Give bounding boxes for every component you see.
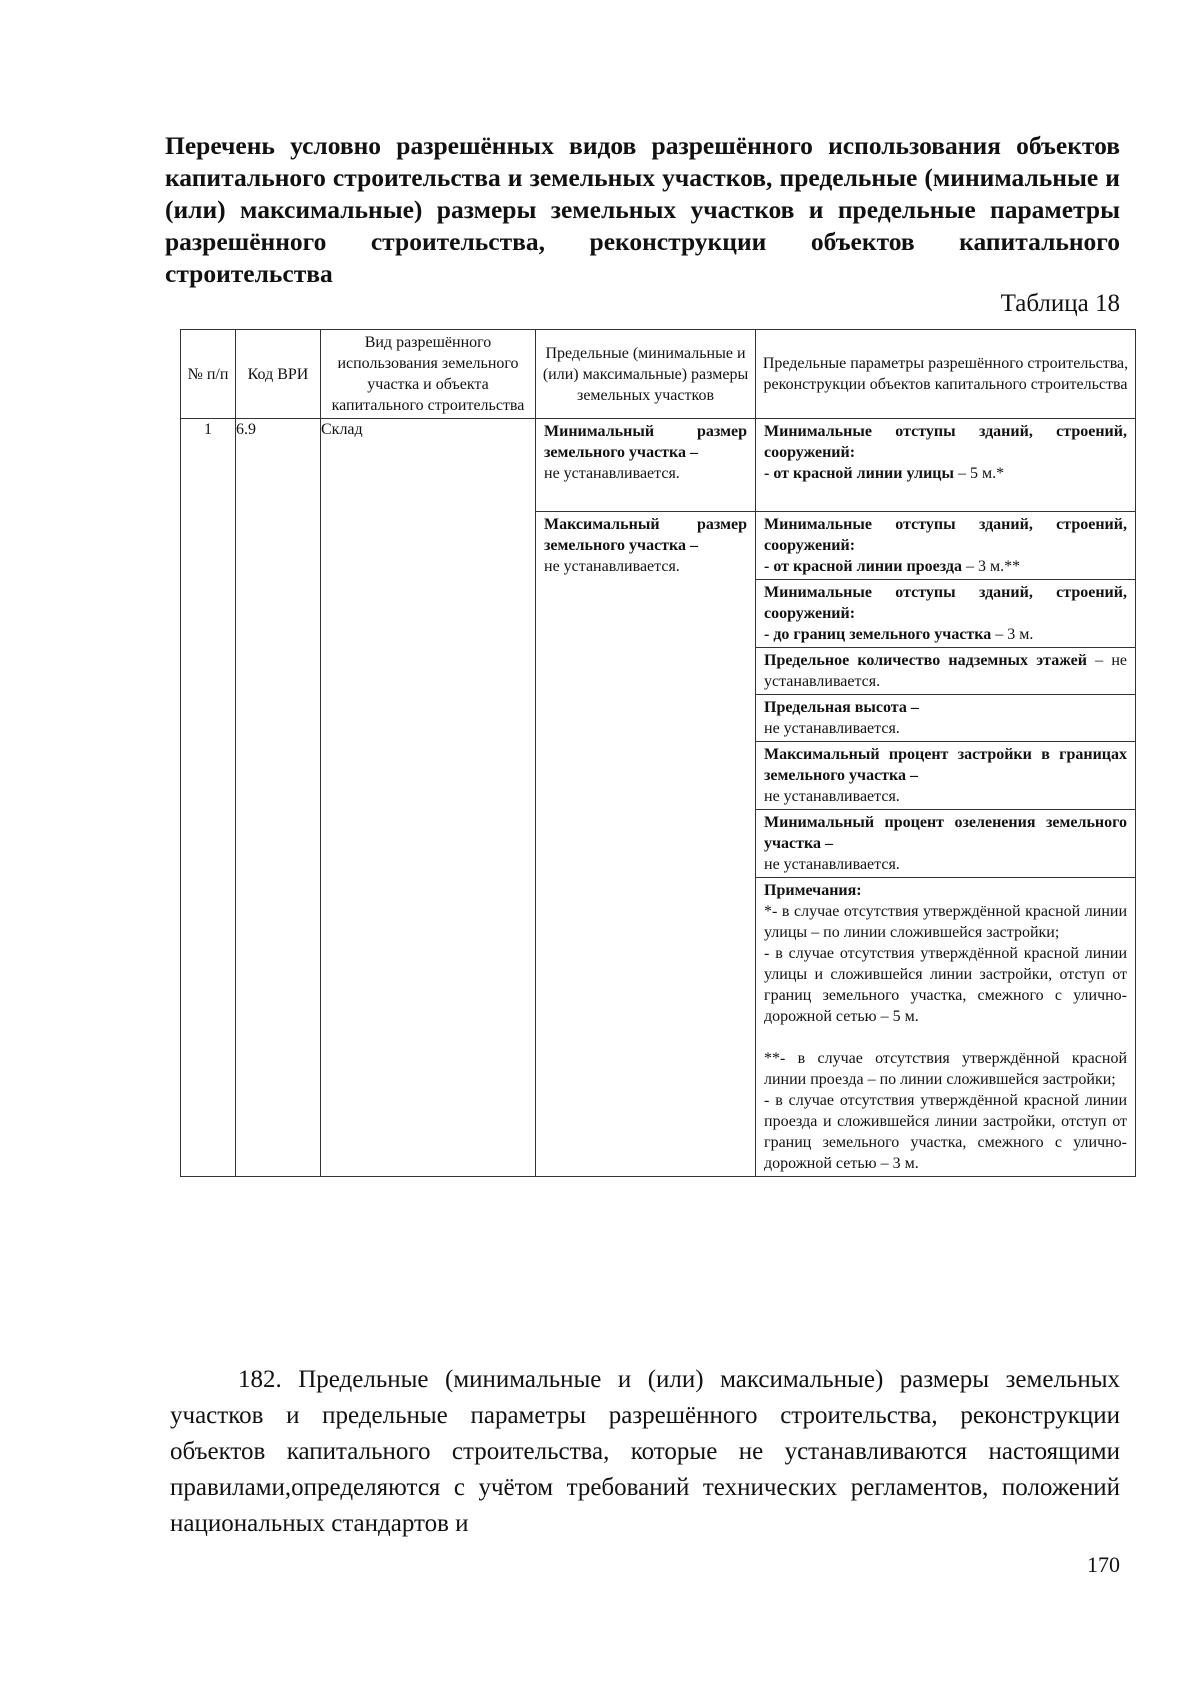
header-use-type: Вид разрешённого использования земельного участка и объекта капитального строительства — [321, 330, 536, 419]
param-value: не устанавливается. — [764, 720, 900, 737]
header-code: Код ВРИ — [236, 330, 321, 419]
param-block — [756, 648, 1135, 695]
construction-params-cell — [756, 419, 1136, 1177]
param-value: не устанавливается. — [764, 788, 900, 805]
max-size-label: Максимальный размер земельного участка – — [544, 516, 747, 554]
param-line: - от красной линии проезда — [764, 558, 962, 575]
table-caption: Таблица 18 — [1000, 290, 1120, 317]
note-item: *- в случае отсутствия утверждённой красной линии улицы – по линии сложившейся застройки; — [764, 903, 1127, 941]
table-header-row — [181, 330, 1136, 419]
param-line: - до границ земельного участка — [764, 626, 992, 643]
max-size-block — [536, 512, 755, 580]
param-label: Минимальные отступы зданий, строений, сооружений: — [764, 516, 1127, 554]
param-label: Предельная высота – — [764, 699, 919, 716]
param-value: – 3 м.** — [961, 558, 1021, 575]
notes-block — [756, 878, 1135, 1177]
param-value: – 3 м. — [991, 626, 1034, 643]
page-number: 170 — [1087, 1552, 1120, 1577]
param-label: Минимальные отступы зданий, строений, сооружений: — [764, 584, 1127, 622]
document-title: Перечень условно разрешённых видов разрешённого использования объектов капитального строительства и земельных участков, предельные (минимальные и (или) максимальные) размеры земельных участков и предельные параметры разрешённого строительства, реконструкции объектов капитального строительства — [165, 131, 1120, 288]
land-sizes-cell — [536, 419, 756, 1177]
param-label: Максимальный процент застройки в границах земельного участка – — [764, 746, 1127, 784]
note-item: - в случае отсутствия утверждённой красной линии проезда и сложившейся линии застройки, отступ от границ земельного участка, смежного с улично-дорожной сетью – 3 м. — [764, 1092, 1127, 1172]
regulations-table — [180, 329, 1136, 1177]
header-construction-params: Предельные параметры разрешённого строительства, реконструкции объектов капитального строительства — [756, 330, 1136, 419]
row-use-type: Склад — [321, 419, 536, 1177]
min-size-label: Минимальный размер земельного участка – — [544, 423, 747, 461]
body-paragraph: 182. Предельные (минимальные и (или) максимальные) размеры земельных участков и предельные параметры разрешённого строительства, реконструкции объектов капитального строительства, которые не устанавливаются настоящими правилами,определяются с учётом требований технических регламентов, положений национальных стандартов и — [170, 1366, 1120, 1537]
param-label: Минимальные отступы зданий, строений, сооружений: — [764, 423, 1127, 461]
row-code: 6.9 — [236, 419, 321, 1177]
param-block — [756, 695, 1135, 742]
header-land-sizes: Предельные (минимальные и (или) максимальные) размеры земельных участков — [536, 330, 756, 419]
param-block — [756, 419, 1135, 512]
param-block — [756, 742, 1135, 810]
min-size-block — [536, 419, 755, 512]
param-line: - от красной линии улицы — [764, 465, 954, 482]
note-item: - в случае отсутствия утверждённой красной линии улицы и сложившейся линии застройки, отступ от границ земельного участка, смежного с улично-дорожной сетью – 5 м. — [764, 945, 1127, 1025]
param-label: Минимальный процент озеленения земельного участка – — [764, 814, 1127, 852]
param-block — [756, 512, 1135, 580]
min-size-value: не устанавливается. — [544, 465, 680, 482]
param-block — [756, 580, 1135, 648]
param-value: – не устанавливается. — [764, 652, 1127, 690]
param-value: – 5 м.* — [954, 465, 1005, 482]
header-number: № п/п — [181, 330, 236, 419]
table-row — [181, 419, 1136, 1177]
param-value: не устанавливается. — [764, 856, 900, 873]
max-size-value: не устанавливается. — [544, 558, 680, 575]
notes-heading: Примечания: — [764, 882, 862, 899]
notes-gap — [764, 1027, 1127, 1048]
param-label: Предельное количество надземных этажей — [764, 652, 1087, 669]
row-number: 1 — [181, 419, 236, 1177]
note-item: **- в случае отсутствия утверждённой красной линии проезда – по линии сложившейся застройки; — [764, 1050, 1127, 1088]
param-block — [756, 810, 1135, 878]
